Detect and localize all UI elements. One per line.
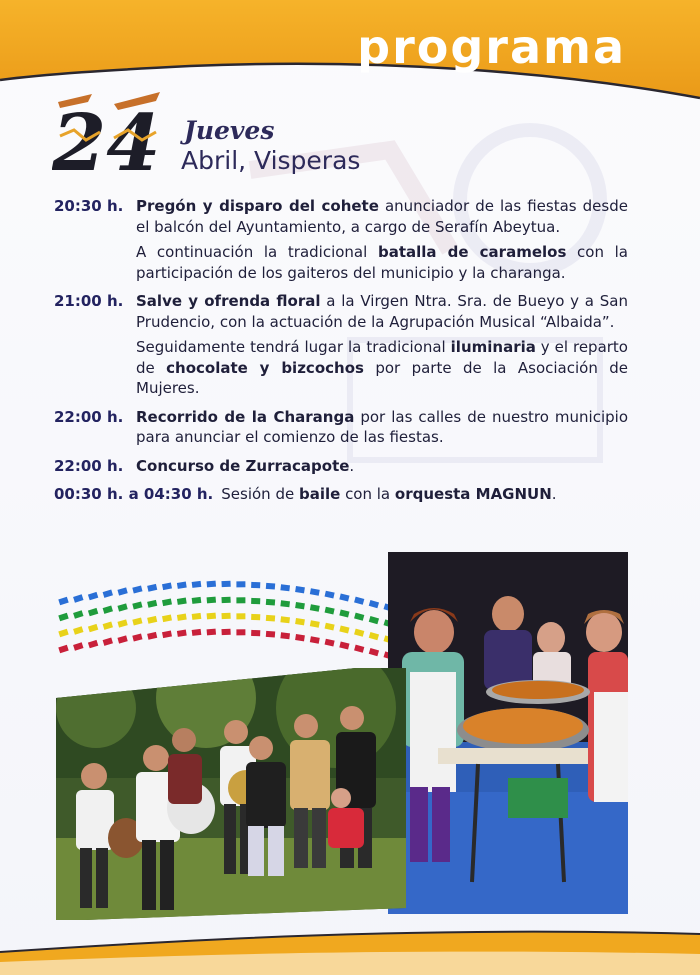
stripe-dash [354, 645, 364, 653]
schedule-item [54, 291, 628, 332]
schedule-description [221, 484, 628, 505]
schedule-text: y el reparto de [136, 338, 628, 377]
schedule-description [136, 337, 628, 399]
stripe-dash [147, 616, 157, 624]
schedule-item [54, 456, 628, 477]
photo-cooks-paella [388, 552, 628, 914]
stripe-dash [192, 597, 202, 604]
day-number: 24 [52, 98, 161, 174]
stripe-dash [117, 603, 127, 611]
stripe-dash [162, 614, 172, 622]
schedule-text: por parte de la Asociación de Mujeres. [136, 358, 628, 397]
schedule-time: 22:00 h. [54, 407, 124, 426]
stripe-dash [147, 632, 157, 640]
schedule-text: A continuación la tradicional [136, 243, 378, 261]
stripe-dash [325, 623, 335, 631]
photo-band-musicians [56, 668, 406, 920]
schedule-text: anunciador de las fiestas desde el balcón del Ayuntamiento, a cargo de Serafín Abeytua. [136, 197, 628, 236]
wavy-stripes-decoration [55, 552, 430, 664]
stripe-dash [339, 642, 349, 650]
stripe-dash [295, 602, 305, 609]
schedule-description [136, 196, 628, 237]
stripe-dash [236, 629, 245, 635]
stripe-dash [73, 610, 83, 618]
stripe-dash [221, 597, 230, 603]
stripe-dash [73, 594, 83, 602]
stripe-dash [295, 586, 305, 593]
schedule-item [54, 337, 628, 399]
stripe-dash [325, 607, 335, 615]
schedule-time: 20:30 h. [54, 197, 124, 215]
section-title: programa [357, 20, 626, 74]
stripe-dash [310, 588, 320, 596]
day-number-graphic [52, 92, 180, 174]
stripe-dash [162, 630, 172, 638]
footer-band [0, 920, 700, 975]
stripe-dash [132, 585, 142, 593]
stripe-dash [339, 626, 349, 634]
stripe-dash [325, 591, 335, 599]
stripe-dash [266, 599, 275, 606]
stripe-dash [88, 624, 98, 632]
schedule-description [136, 291, 628, 332]
stripe-dash [280, 600, 290, 607]
stripe-dash [88, 608, 98, 616]
stripe-dash [369, 648, 379, 656]
stripe-dash [207, 613, 216, 620]
stripe-dash [251, 598, 260, 604]
stripe-dash [103, 606, 113, 614]
stripe-dash [266, 583, 275, 590]
schedule-time [54, 337, 136, 399]
schedule-highlight: Salve y ofrenda floral [136, 292, 321, 310]
stripe-dash [310, 620, 320, 628]
schedule-time: 00:30 h. a 04:30 h. [54, 485, 214, 503]
stripe-dash [192, 629, 202, 636]
schedule-highlight: Pregón y disparo del cohete [136, 197, 379, 215]
stripe-dash [147, 600, 157, 608]
stripe-dash [369, 616, 379, 624]
schedule-item [54, 196, 628, 237]
stripe-dash [221, 629, 230, 635]
stripe-dash [369, 600, 379, 608]
stripe-dash [103, 638, 113, 646]
schedule-time [54, 242, 136, 283]
schedule-text: con la participación de los gaiteros del municipio y la charanga. [136, 243, 628, 282]
stripe-dash [177, 614, 187, 621]
stripe-dash [117, 635, 127, 643]
stripe-dash [280, 632, 290, 639]
stripe-dash [132, 617, 142, 625]
schedule-highlight: batalla de caramelos [377, 243, 567, 261]
stripe-dash [117, 619, 127, 627]
stripe-dash [177, 630, 187, 637]
stripe-dash [221, 581, 230, 587]
stripe-dash [103, 622, 113, 630]
day-subtitle: Abril, Visperas [181, 146, 361, 175]
schedule-text: Seguidamente tendrá lugar la tradicional [136, 338, 451, 356]
schedule-description [136, 407, 628, 448]
stripe-dash [192, 581, 202, 588]
stripe-dash [280, 616, 290, 623]
stripe-dash [236, 581, 245, 587]
stripe-dash [88, 640, 98, 648]
stripe-dash [354, 597, 364, 605]
stripe-dash [236, 613, 245, 619]
stripe-dash [58, 645, 68, 653]
stripe-dash [88, 592, 98, 600]
schedule-text: a la Virgen Ntra. Sra. de Bueyo y a San Prudencio, con la actuación de la Agrupación Musical “Albaida”. [136, 292, 628, 331]
stripe-dash [354, 613, 364, 621]
stripe-dash [162, 598, 172, 606]
stripe-dash [221, 613, 230, 619]
stripe-dash [192, 613, 202, 620]
stripe-dash [73, 642, 83, 650]
schedule-description [136, 242, 628, 283]
stripe-dash [251, 630, 260, 636]
schedule-item [54, 484, 628, 505]
schedule-item [54, 242, 628, 283]
stripe-dash [251, 582, 260, 588]
stripe-dash [117, 587, 127, 595]
stripe-dash [339, 610, 349, 618]
schedule-text: con la [340, 485, 395, 503]
stripe-dash [339, 594, 349, 602]
schedule-text: Sesión de [221, 485, 299, 503]
schedule-time: 21:00 h. [54, 292, 124, 310]
stripe-dash [177, 582, 187, 589]
stripe-dash [280, 584, 290, 591]
schedule-text: por las calles de nuestro municipio para anunciar el comienzo de las fiestas. [136, 407, 628, 446]
schedule-highlight: Recorrido de la Charanga [136, 407, 355, 426]
stripe-dash [236, 597, 245, 603]
stripe-dash [369, 632, 379, 640]
stripe-dash [58, 629, 68, 637]
schedule-highlight: chocolate y bizcochos [166, 358, 364, 377]
stripe-dash [132, 601, 142, 609]
stripe-dash [266, 631, 275, 638]
stripe-dash [295, 618, 305, 625]
schedule-text: . [551, 485, 557, 503]
stripe-dash [354, 629, 364, 637]
stripe-dash [103, 590, 113, 598]
schedule-highlight: orquesta MAGNUN [394, 485, 552, 503]
schedule-highlight: iluminaria [450, 338, 536, 356]
schedule-highlight: baile [298, 485, 341, 503]
stripe-dash [58, 613, 68, 621]
schedule-item [54, 407, 628, 448]
stripe-dash [58, 597, 68, 605]
schedule-text: . [349, 456, 355, 475]
stripe-dash [207, 597, 216, 604]
day-name: Jueves [184, 116, 275, 145]
stripe-dash [251, 614, 260, 620]
stripe-dash [295, 634, 305, 641]
stripe-dash [177, 598, 187, 605]
stripe-dash [207, 581, 216, 588]
schedule-list [54, 196, 628, 513]
stripe-dash [207, 629, 216, 636]
stripe-dash [162, 582, 172, 590]
stripe-dash [310, 604, 320, 612]
stripe-dash [325, 639, 335, 647]
stripe-dash [147, 584, 157, 592]
stripe-dash [132, 633, 142, 641]
stripe-dash [266, 615, 275, 622]
stripe-dash [310, 636, 320, 644]
schedule-description [136, 456, 628, 477]
schedule-time: 22:00 h. [54, 456, 124, 475]
schedule-highlight: Concurso de Zurracapote [136, 456, 350, 475]
stripe-dash [73, 626, 83, 634]
